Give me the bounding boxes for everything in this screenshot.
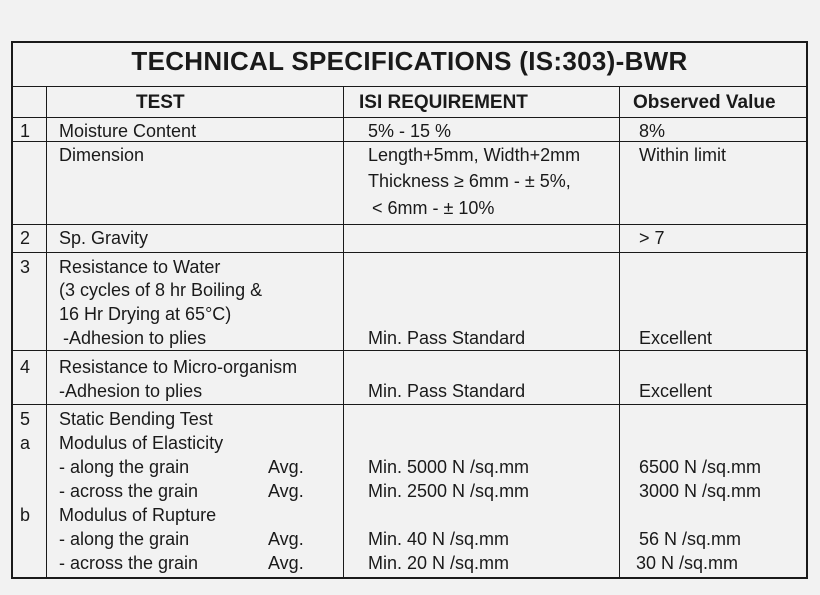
test-line: -Adhesion to plies xyxy=(59,381,203,401)
spec-table xyxy=(11,41,808,579)
test-line: (3 cycles of 8 hr Boiling & xyxy=(59,280,263,300)
header-divider xyxy=(13,117,806,118)
test-line: - across the grain xyxy=(59,553,199,573)
requirement-line: Min. 20 N /sq.mm xyxy=(368,553,510,573)
requirement-line: Length+5mm, Width+2mm xyxy=(368,145,581,165)
row-number: 5 xyxy=(20,409,31,429)
test-line: 16 Hr Drying at 65°C) xyxy=(59,304,232,324)
observed-line: 56 N /sq.mm xyxy=(639,529,742,549)
header-observed: Observed Value xyxy=(633,92,776,113)
observed-line: 3000 N /sq.mm xyxy=(639,481,762,501)
requirement-line: < 6mm - ± 10% xyxy=(372,198,495,218)
test-name: Moisture Content xyxy=(59,121,197,141)
test-line: - along the grain xyxy=(59,529,190,549)
test-line: - across the grain xyxy=(59,481,199,501)
test-line: Modulus of Rupture xyxy=(59,505,217,525)
test-line: Resistance to Water xyxy=(59,257,221,277)
requirement-value: Min. Pass Standard xyxy=(368,381,526,401)
avg-label: Avg. xyxy=(268,481,304,501)
row-divider xyxy=(13,224,806,225)
row-number: 2 xyxy=(20,228,31,248)
avg-label: Avg. xyxy=(268,529,304,549)
test-line: Resistance to Micro-organism xyxy=(59,357,298,377)
table-title: TECHNICAL SPECIFICATIONS (IS:303)-BWR xyxy=(131,46,688,76)
test-line: -Adhesion to plies xyxy=(63,328,207,348)
column-divider xyxy=(46,86,47,577)
title-divider xyxy=(13,86,806,87)
requirement-value: 5% - 15 % xyxy=(368,121,452,141)
observed-line: 6500 N /sq.mm xyxy=(639,457,762,477)
requirement-line: Min. 40 N /sq.mm xyxy=(368,529,510,549)
row-divider xyxy=(13,404,806,405)
row-number: 1 xyxy=(20,121,31,141)
test-name: Dimension xyxy=(59,145,145,165)
row-number: 4 xyxy=(20,357,31,377)
row-sub-label: b xyxy=(20,505,31,525)
observed-value: Excellent xyxy=(639,328,713,348)
test-line: Modulus of Elasticity xyxy=(59,433,224,453)
header-test: TEST xyxy=(136,92,185,113)
header-requirement: ISI REQUIREMENT xyxy=(359,92,528,113)
column-divider xyxy=(343,86,344,577)
test-line: Static Bending Test xyxy=(59,409,213,429)
avg-label: Avg. xyxy=(268,553,304,573)
observed-line: 30 N /sq.mm xyxy=(636,553,739,573)
requirement-value: Min. Pass Standard xyxy=(368,328,526,348)
observed-value: > 7 xyxy=(639,228,665,248)
avg-label: Avg. xyxy=(268,457,304,477)
row-divider xyxy=(13,252,806,253)
requirement-line: Min. 2500 N /sq.mm xyxy=(368,481,530,501)
test-name: Sp. Gravity xyxy=(59,228,149,248)
observed-value: 8% xyxy=(639,121,666,141)
row-divider xyxy=(13,350,806,351)
test-line: - along the grain xyxy=(59,457,190,477)
observed-value: Within limit xyxy=(639,145,727,165)
requirement-line: Min. 5000 N /sq.mm xyxy=(368,457,530,477)
requirement-line: Thickness ≥ 6mm - ± 5%, xyxy=(368,171,571,191)
row-number: 3 xyxy=(20,257,31,277)
column-divider xyxy=(619,86,620,577)
row-sub-label: a xyxy=(20,433,31,453)
observed-value: Excellent xyxy=(639,381,713,401)
